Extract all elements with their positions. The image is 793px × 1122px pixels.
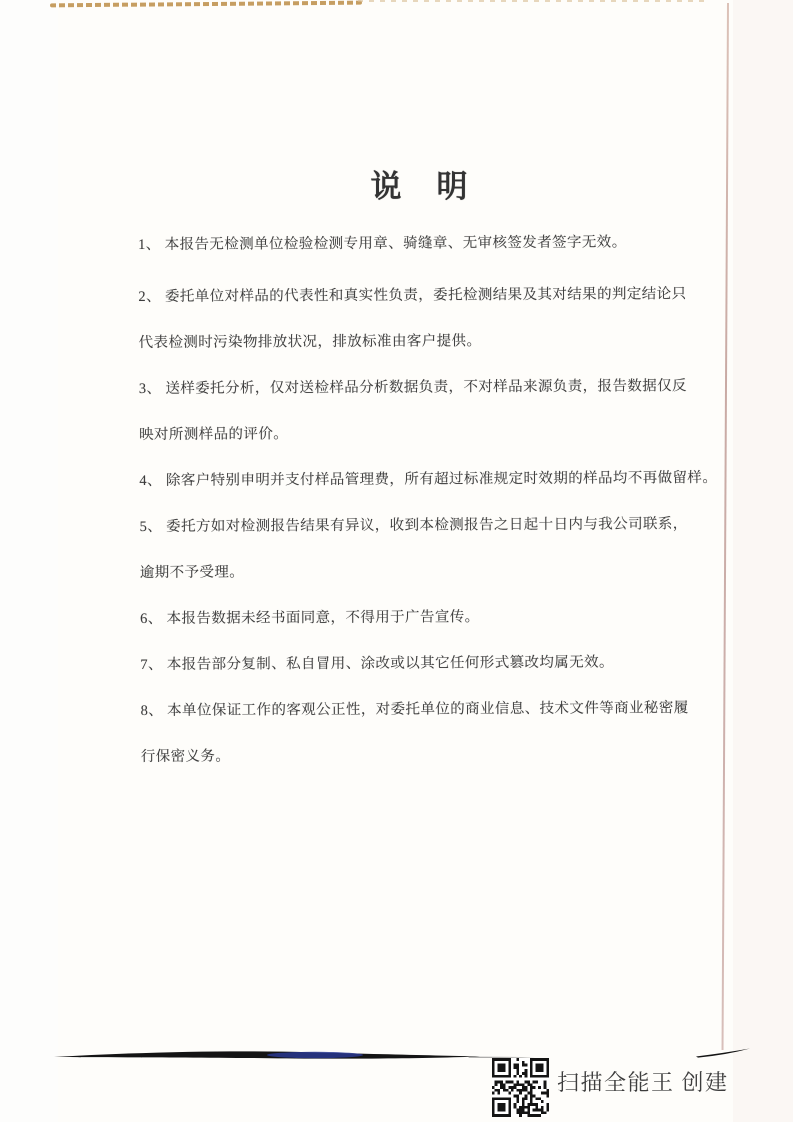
note-item — [138, 219, 738, 268]
note-item — [140, 593, 740, 642]
note-item — [140, 685, 740, 780]
note-text: 本报告部分复制、私自冒用、涂改或以其它任何形式篡改均属无效。 — [166, 654, 614, 673]
note-text: 除客户特别申明并支付样品管理费，所有超过标准规定时效期的样品均不再做留样。 — [165, 469, 718, 489]
page-title: 说 明 — [370, 169, 470, 204]
note-continuation-line: 逾期不予受理。 — [139, 564, 245, 581]
note-number: 5、 — [139, 518, 163, 535]
note-item — [140, 639, 740, 688]
note-continuation-line: 代表检测时污染物排放状况，排放标准由客户提供。 — [138, 333, 482, 351]
scan-right-margin — [733, 0, 793, 1122]
note-line — [138, 219, 738, 268]
note-number: 1、 — [138, 236, 161, 253]
note-number: 4、 — [139, 472, 162, 489]
note-number: 7、 — [140, 656, 163, 673]
note-line — [139, 363, 739, 412]
scan-top-edge-artifact-faint — [358, 0, 706, 2]
note-item — [138, 271, 738, 366]
notes-list — [138, 219, 741, 780]
note-text: 委托单位对样品的代表性和真实性负责，委托检测结果及其对结果的判定结论只 — [164, 286, 687, 305]
note-continuation-line: 行保密义务。 — [140, 748, 231, 765]
note-line — [138, 271, 738, 320]
note-item — [139, 501, 739, 596]
note-number: 6、 — [140, 610, 163, 627]
note-item — [139, 455, 739, 504]
note-continuation-line: 映对所测样品的评价。 — [139, 426, 289, 443]
watermark-caption: 扫描全能王 创建 — [557, 1070, 729, 1095]
qr-code-icon — [492, 1058, 549, 1117]
note-item — [139, 363, 739, 458]
note-line — [140, 639, 740, 688]
note-line — [140, 685, 740, 734]
note-text: 本报告无检测单位检验检测专用章、骑缝章、无审核签发者签字无效。 — [164, 234, 627, 253]
note-text: 本单位保证工作的客观公正性，对委托单位的商业信息、技术文件等商业秘密履 — [167, 700, 689, 719]
note-text: 本报告数据未经书面同意，不得用于广告宣传。 — [166, 609, 480, 627]
note-line — [140, 593, 740, 642]
note-number: 2、 — [138, 288, 161, 305]
note-line — [139, 455, 739, 504]
note-line — [139, 501, 739, 550]
note-number: 8、 — [140, 702, 164, 719]
note-number: 3、 — [138, 380, 162, 397]
note-text: 委托方如对检测报告结果有异议，收到本检测报告之日起十日内与我公司联系， — [166, 516, 688, 535]
note-text: 送样委托分析，仅对送检样品分析数据负责，不对样品来源负责，报告数据仅反 — [165, 378, 687, 397]
